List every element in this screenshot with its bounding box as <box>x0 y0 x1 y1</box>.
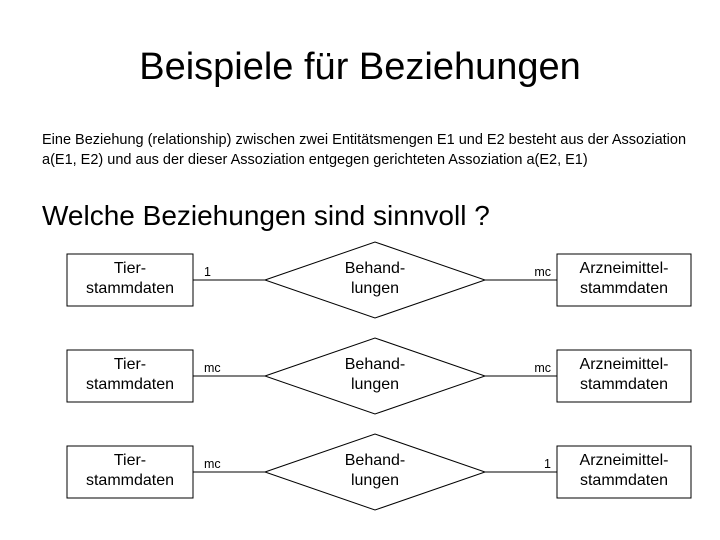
entity-label-right: Arzneimittel-stammdaten <box>579 452 669 489</box>
relationship-label: Behand-lungen <box>344 452 406 489</box>
cardinality-left: mc <box>204 457 221 471</box>
cardinality-right: 1 <box>544 457 551 471</box>
entity-label-right: Arzneimittel-stammdaten <box>579 356 669 393</box>
entity-label-right: Arzneimittel-stammdaten <box>579 260 669 297</box>
entity-label-left: Tier-stammdaten <box>85 452 175 489</box>
cardinality-right: mc <box>534 265 551 279</box>
question-heading: Welche Beziehungen sind sinnvoll ? <box>42 200 490 231</box>
relationship-label: Behand-lungen <box>344 260 406 297</box>
entity-label-left: Tier-stammdaten <box>85 260 175 297</box>
entity-label-left: Tier-stammdaten <box>85 356 175 393</box>
intro-text: Eine Beziehung (relationship) zwischen zwei Entitätsmengen E1 und E2 besteht aus der Assoziation a(E1, E2) und aus der dieser Assoziation entgegen gerichteten Assoziation a(E2, E1) <box>42 132 687 168</box>
relationship-label: Behand-lungen <box>344 356 406 393</box>
cardinality-right: mc <box>534 361 551 375</box>
slide-title: Beispiele für Beziehungen <box>139 46 581 88</box>
cardinality-left: 1 <box>204 265 211 279</box>
cardinality-left: mc <box>204 361 221 375</box>
